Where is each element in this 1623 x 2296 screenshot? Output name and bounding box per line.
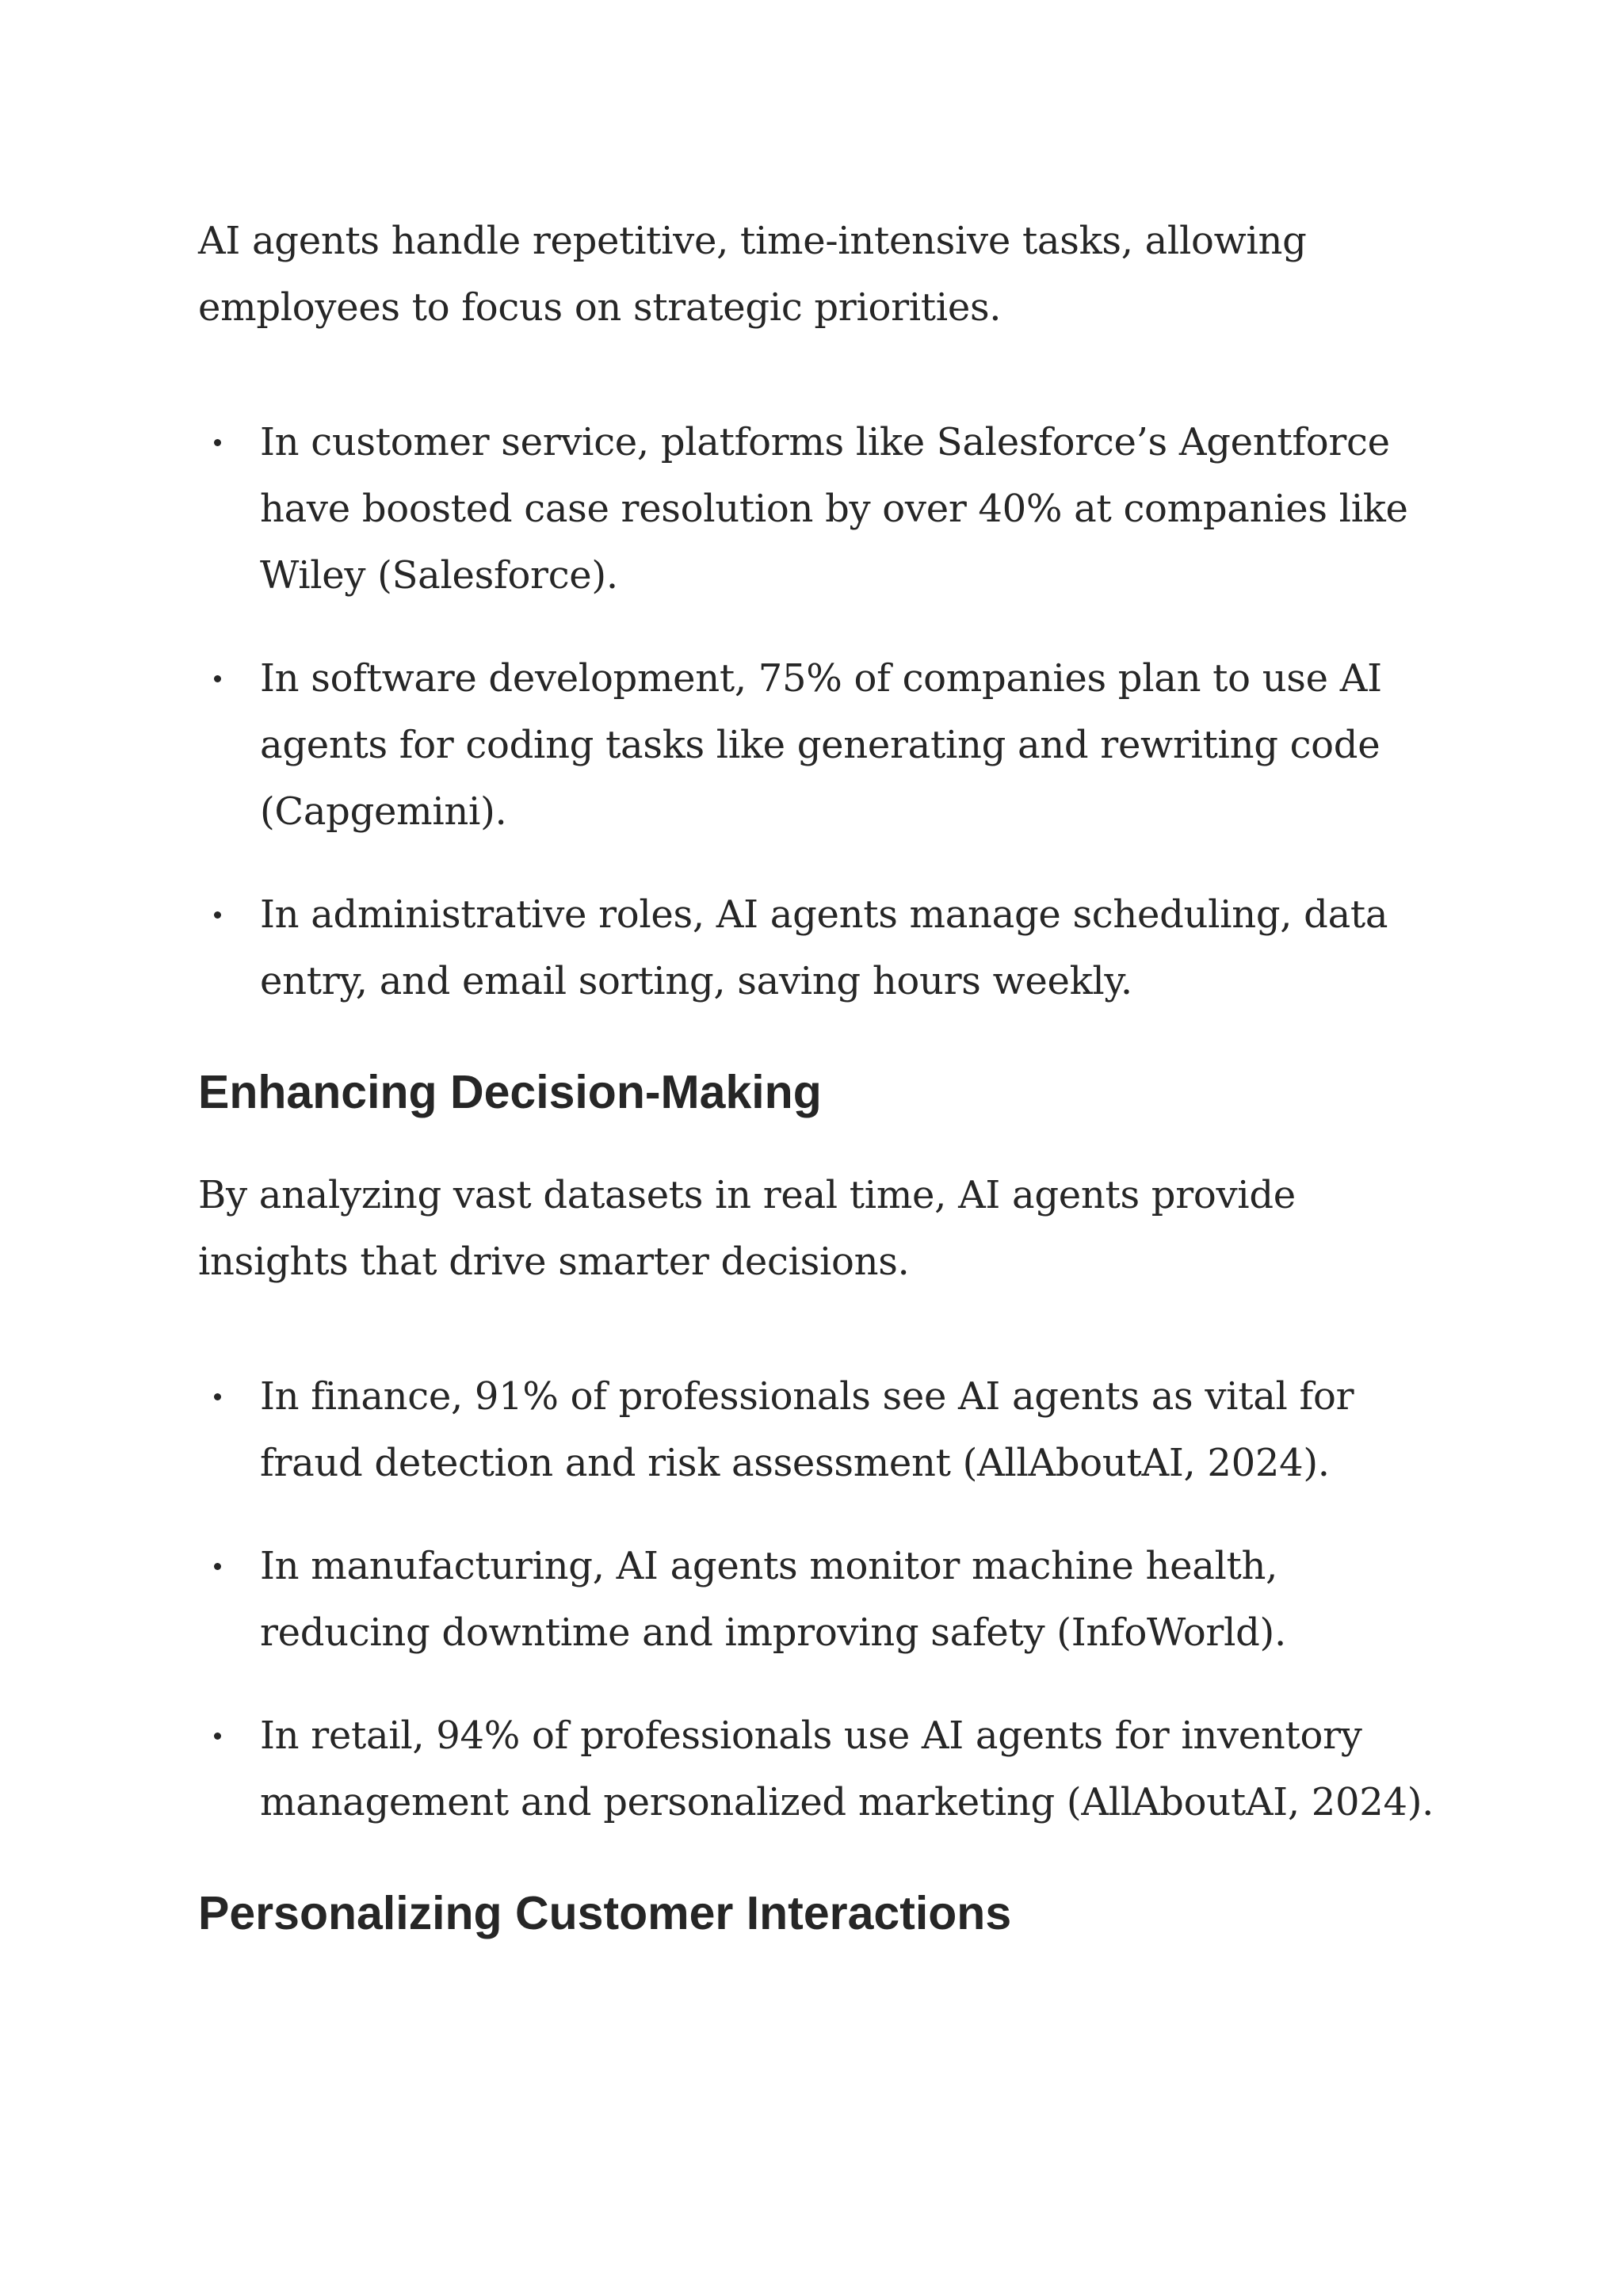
list-item xyxy=(198,1363,1450,1496)
bullet-list-productivity xyxy=(198,409,1450,1014)
list-item xyxy=(198,881,1450,1014)
intro-paragraph: AI agents handle repetitive, time-intensive tasks, allowing employees to focus on strategic priorities. xyxy=(198,219,1307,330)
bullet-icon xyxy=(214,1563,221,1570)
list-item-text: In software development, 75% of companies plan to use AI agents for coding tasks like generating and rewriting code (Capgemini). xyxy=(260,656,1382,834)
list-item-text: In retail, 94% of professionals use AI agents for inventory management and personalized marketing (AllAboutAI, 2024). xyxy=(260,1713,1434,1824)
list-item-text: In finance, 91% of professionals see AI agents as vital for fraud detection and risk assessment (AllAboutAI, 2024). xyxy=(260,1374,1354,1485)
bullet-icon xyxy=(214,1393,221,1400)
decision-making-paragraph: By analyzing vast datasets in real time, AI agents provide insights that drive smarter decisions. xyxy=(198,1173,1296,1284)
list-item-text: In manufacturing, AI agents monitor machine health, reducing downtime and improving safety (InfoWorld). xyxy=(260,1544,1286,1655)
list-item xyxy=(198,1702,1450,1836)
section-heading-decision-making: Enhancing Decision-Making xyxy=(198,1066,822,1118)
list-item xyxy=(198,409,1450,609)
bullet-icon xyxy=(214,1733,221,1740)
list-item xyxy=(198,1533,1450,1666)
bullet-icon xyxy=(214,439,221,446)
bullet-icon xyxy=(214,911,221,919)
list-item-text: In administrative roles, AI agents manage scheduling, data entry, and email sorting, saving hours weekly. xyxy=(260,892,1388,1003)
bullet-icon xyxy=(214,675,221,682)
list-item xyxy=(198,645,1450,845)
section-heading-personalizing: Personalizing Customer Interactions xyxy=(198,1887,1012,1939)
document-content xyxy=(198,208,1450,1945)
bullet-list-decision-making xyxy=(198,1363,1450,1836)
list-item-text: In customer service, platforms like Salesforce’s Agentforce have boosted case resolution by over 40% at companies like Wiley (Salesforce). xyxy=(260,420,1408,598)
